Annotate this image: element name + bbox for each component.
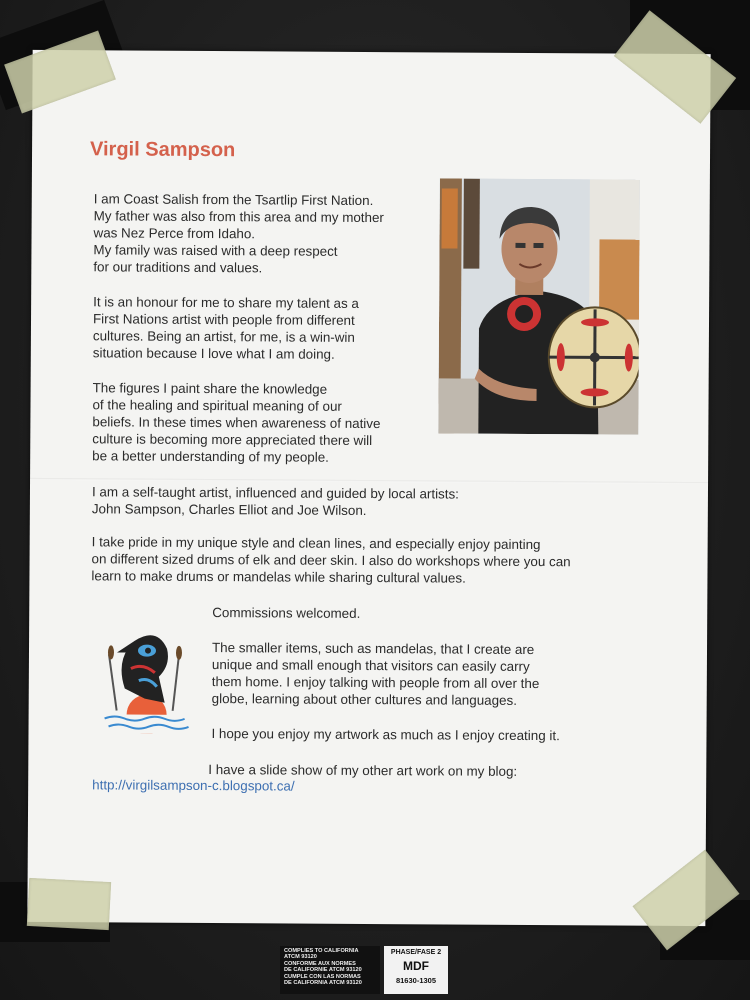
raven-logo-illustration [94,618,195,734]
text-line: My father was also from this area and my mother [93,208,384,226]
compliance-line: DE CALIFORNIE ATCM 93120 [284,967,362,974]
printed-sheet [27,50,710,926]
text-line: unique and small enough that visitors can easily carry [211,657,530,674]
text-line: The figures I paint share the knowledge [92,380,328,397]
text-line: It is an honour for me to share my talent as a [93,294,359,311]
product-code: 81630-1305 [395,976,437,985]
compliance-line: ATCM 93120 [284,954,317,961]
text-line: I am Coast Salish from the Tsartlip First Nation. [93,191,374,209]
text-line: on different sized drums of elk and deer skin. I also do workshops where you can [91,551,571,570]
paragraph-influences [92,483,652,520]
artist-photo-illustration [438,178,640,434]
text-line: be a better understanding of my people. [92,448,329,465]
compliance-line: CUMPLE CON LAS NORMAS [284,973,361,980]
text-line: them home. I enjoy talking with people from all over the [211,674,540,692]
paragraph-small-items [212,639,632,710]
compliance-line: COMPLIES TO CALIFORNIA [284,948,359,954]
text-line: situation because I love what I am doing. [92,345,335,362]
compliance-line: DE CALIFORNIA ATCM 93120 [284,980,362,987]
phase-text: PHASE/FASE 2 [390,949,442,956]
artist-photo [438,178,640,434]
paragraph-honour [93,293,438,363]
text-line: I take pride in my unique style and clean lines, and especially enjoy painting [91,534,541,553]
text-line: First Nations artist with people from different [92,311,355,328]
paragraph-style [91,533,691,588]
text-line: John Sampson, Charles Elliot and Joe Wilson. [91,501,367,518]
page-title: Virgil Sampson [89,138,236,162]
paragraph-origin [93,190,439,277]
text-line: for our traditions and values. [93,259,263,276]
compliance-line: CONFORME AUX NORMES [284,960,356,967]
text-line: of the healing and spiritual meaning of our [92,397,342,414]
raven-sunset-logo [94,618,195,734]
text-line: globe, learning about other cultures and languages. [211,691,517,708]
blog-link[interactable]: http://virgilsampson-c.blogspot.ca/ [92,777,295,794]
paragraph-figures [92,379,438,466]
text-line: I am a self-taught artist, influenced and guided by local artists: [91,484,459,502]
compliance-label [280,946,380,994]
paragraph-commissions: Commissions welcomed. [212,605,361,621]
text-line: learn to make drums or mandelas while sharing cultural values. [91,568,466,586]
paragraph-slideshow: I have a slide show of my other art work on my blog: [208,762,518,779]
text-line: cultures. Being an artist, for me, is a win-win [92,328,355,345]
text-line: My family was raised with a deep respect [93,242,338,259]
tape-bottom-left [27,878,111,930]
text-line: beliefs. In these times when awareness of native [92,414,381,432]
text-line: culture is becoming more appreciated there will [92,431,373,449]
text-line: The smaller items, such as mandelas, that I create are [211,640,535,658]
material-text: MDF [403,959,429,973]
phase-label [384,946,448,994]
paragraph-hope: I hope you enjoy my artwork as much as I enjoy creating it. [211,726,560,744]
text-line: was Nez Perce from Idaho. [93,225,256,242]
